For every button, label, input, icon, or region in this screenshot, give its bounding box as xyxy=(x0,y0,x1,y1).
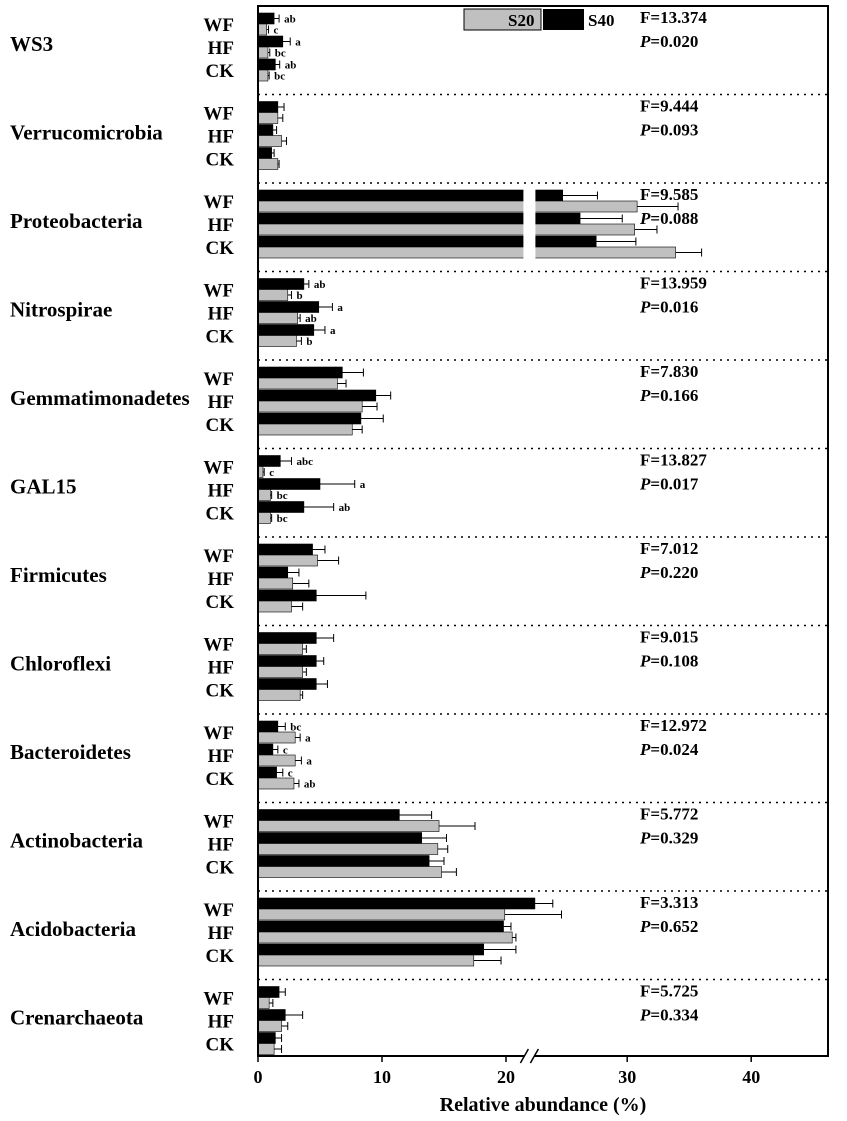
f-statistic: F=9.444 xyxy=(640,96,699,116)
bar-ws3-wf-s20 xyxy=(258,24,267,35)
significance-letter: bc xyxy=(274,70,286,83)
bars-layer xyxy=(258,13,702,1055)
group-label-hf: HF xyxy=(207,834,234,856)
x-axis-title: Relative abundance (%) xyxy=(439,1094,647,1116)
bar-nitrospirae-wf-s20 xyxy=(258,290,288,301)
significance-letter: a xyxy=(337,302,343,314)
bar-gal15-hf-s20 xyxy=(258,490,270,501)
significance-letter: bc xyxy=(276,490,288,502)
group-label-hf: HF xyxy=(207,923,234,944)
group-label-ck: CK xyxy=(205,946,234,967)
bar-gal15-ck-s40 xyxy=(258,502,304,513)
group-label-ck: CK xyxy=(205,503,234,525)
bar-bacteroidetes-ck-s20 xyxy=(258,778,294,789)
legend-s40-swatch xyxy=(543,9,584,30)
significance-letter: a xyxy=(305,732,311,745)
p-value: P=0.016 xyxy=(640,297,699,317)
bar-nitrospirae-wf-s40 xyxy=(258,279,304,290)
group-label-wf: WF xyxy=(203,546,234,567)
bar-gal15-hf-s40 xyxy=(258,479,320,490)
group-label-wf: WF xyxy=(203,988,234,1010)
x-tick-label: 0 xyxy=(253,1067,263,1087)
group-label-ck: CK xyxy=(205,326,234,348)
bar-acidobacteria-wf-s20 xyxy=(258,909,505,920)
phylum-label-actinobacteria: Actinobacteria xyxy=(10,828,143,853)
bar-chloroflexi-ck-s20 xyxy=(258,690,300,701)
f-statistic: F=5.725 xyxy=(640,981,699,1001)
bar-actinobacteria-ck-s20 xyxy=(258,867,442,878)
group-label-ck: CK xyxy=(205,857,234,879)
bar-crenarchaeota-ck-s40 xyxy=(258,1033,275,1044)
group-label-hf: HF xyxy=(207,215,234,236)
p-value: P=0.088 xyxy=(640,209,699,228)
phylum-label-gal15: GAL15 xyxy=(10,474,77,499)
group-label-ck: CK xyxy=(205,680,234,702)
bar-gemmatimonadetes-hf-s40 xyxy=(258,390,376,401)
bar-crenarchaeota-hf-s20 xyxy=(258,1021,282,1032)
p-value: P=0.017 xyxy=(640,474,699,494)
bar-gal15-wf-s40 xyxy=(258,456,280,467)
group-label-wf: WF xyxy=(203,457,234,479)
bar-proteobacteria-wf-s20 xyxy=(258,201,637,212)
bar-chloroflexi-hf-s20 xyxy=(258,667,303,678)
bar-firmicutes-ck-s40 xyxy=(258,590,316,601)
significance-letter: a xyxy=(329,325,336,337)
f-statistic: F=7.012 xyxy=(640,539,699,558)
group-label-hf: HF xyxy=(207,569,234,590)
significance-letter: ab xyxy=(303,778,316,791)
bar-acidobacteria-ck-s40 xyxy=(258,944,484,955)
group-label-hf: HF xyxy=(207,303,234,325)
significance-letter: c xyxy=(282,744,288,757)
bar-actinobacteria-wf-s20 xyxy=(258,821,439,832)
bar-chloroflexi-ck-s40 xyxy=(258,679,316,690)
bar-proteobacteria-hf-s20 xyxy=(258,224,635,235)
bar-crenarchaeota-hf-s40 xyxy=(258,1010,285,1021)
f-statistic: F=13.827 xyxy=(640,450,707,470)
p-value: P=0.220 xyxy=(640,563,699,582)
legend-s40-label: S40 xyxy=(588,11,615,30)
significance-letter: ab xyxy=(313,279,326,291)
axis-break-gap xyxy=(523,186,535,267)
significance-letter: c xyxy=(287,767,293,780)
group-label-wf: WF xyxy=(203,900,234,921)
group-label-hf: HF xyxy=(207,126,234,148)
bar-bacteroidetes-wf-s40 xyxy=(258,721,278,732)
bar-ws3-ck-s40 xyxy=(258,59,275,70)
f-statistic: F=13.374 xyxy=(640,8,707,27)
bar-chloroflexi-hf-s40 xyxy=(258,656,316,667)
f-statistic: F=3.313 xyxy=(640,893,699,912)
bar-actinobacteria-hf-s20 xyxy=(258,844,438,855)
significance-letter: a xyxy=(359,479,366,491)
bar-firmicutes-hf-s20 xyxy=(258,578,293,589)
bar-acidobacteria-hf-s20 xyxy=(258,932,512,943)
f-statistic: F=13.959 xyxy=(640,273,707,293)
f-statistic: F=5.772 xyxy=(640,804,699,824)
group-label-wf: WF xyxy=(203,280,234,302)
bar-verrucomicrobia-wf-s20 xyxy=(258,113,278,124)
p-value: P=0.108 xyxy=(640,651,699,671)
p-value: P=0.334 xyxy=(640,1005,699,1025)
group-label-hf: HF xyxy=(207,480,234,502)
significance-letter: bc xyxy=(290,721,302,734)
group-label-hf: HF xyxy=(207,1011,234,1033)
group-label-wf: WF xyxy=(203,15,234,36)
f-statistic: F=9.585 xyxy=(640,185,699,204)
bar-acidobacteria-hf-s40 xyxy=(258,921,504,932)
bar-gemmatimonadetes-ck-s20 xyxy=(258,424,352,435)
bar-firmicutes-wf-s20 xyxy=(258,555,318,566)
significance-letter: ab xyxy=(284,59,297,72)
bar-actinobacteria-wf-s40 xyxy=(258,810,399,821)
bar-actinobacteria-hf-s40 xyxy=(258,833,422,844)
bar-ws3-hf-s40 xyxy=(258,36,283,47)
bar-proteobacteria-ck-s40 xyxy=(258,236,596,247)
significance-letter: ab xyxy=(338,502,351,514)
group-label-wf: WF xyxy=(203,811,234,833)
group-label-hf: HF xyxy=(207,746,234,767)
group-label-wf: WF xyxy=(203,723,234,744)
group-label-ck: CK xyxy=(205,238,234,259)
bar-gemmatimonadetes-wf-s40 xyxy=(258,367,342,378)
group-label-ck: CK xyxy=(205,149,234,171)
p-value: P=0.093 xyxy=(640,120,699,140)
group-label-wf: WF xyxy=(203,192,234,213)
bar-proteobacteria-wf-s40 xyxy=(258,190,563,201)
group-label-wf: WF xyxy=(203,103,234,125)
phylum-label-firmicutes: Firmicutes xyxy=(10,563,107,587)
significance-letter: abc xyxy=(296,456,313,468)
group-label-ck: CK xyxy=(205,592,234,613)
phylum-label-ws3: WS3 xyxy=(10,32,54,56)
p-value: P=0.329 xyxy=(640,828,699,848)
bar-verrucomicrobia-hf-s20 xyxy=(258,136,282,147)
x-tick-label: 40 xyxy=(742,1067,761,1087)
f-statistic: F=9.015 xyxy=(640,627,699,647)
bar-actinobacteria-ck-s40 xyxy=(258,856,429,867)
phylum-label-crenarchaeota: Crenarchaeota xyxy=(10,1005,144,1030)
bar-crenarchaeota-wf-s20 xyxy=(258,998,269,1009)
group-label-ck: CK xyxy=(205,769,234,790)
phylum-label-proteobacteria: Proteobacteria xyxy=(10,209,143,233)
significance-letter: a xyxy=(306,755,312,768)
x-tick-label: 20 xyxy=(497,1067,515,1087)
bar-gemmatimonadetes-hf-s20 xyxy=(258,401,362,412)
group-label-hf: HF xyxy=(207,657,234,679)
legend xyxy=(464,9,614,30)
significance-letter: bc xyxy=(276,513,288,525)
bar-verrucomicrobia-ck-s40 xyxy=(258,148,272,159)
significance-letter: b xyxy=(306,336,313,348)
group-label-wf: WF xyxy=(203,369,234,390)
bar-chloroflexi-wf-s40 xyxy=(258,633,316,644)
bar-gemmatimonadetes-ck-s40 xyxy=(258,413,361,424)
phylum-label-chloroflexi: Chloroflexi xyxy=(10,651,112,676)
group-label-hf: HF xyxy=(207,392,234,413)
significance-letter: ab xyxy=(284,13,296,26)
bar-ws3-hf-s20 xyxy=(258,47,268,58)
significance-letter: a xyxy=(295,36,301,49)
p-value: P=0.024 xyxy=(640,740,699,759)
bar-gemmatimonadetes-wf-s20 xyxy=(258,378,337,389)
p-value: P=0.652 xyxy=(640,917,699,936)
bar-crenarchaeota-ck-s20 xyxy=(258,1044,274,1055)
bar-firmicutes-wf-s40 xyxy=(258,544,313,555)
significance-letter: bc xyxy=(274,47,286,60)
bar-nitrospirae-ck-s20 xyxy=(258,336,296,347)
x-axis xyxy=(254,1049,847,1087)
x-tick-label: 30 xyxy=(618,1067,637,1087)
significance-letter: c xyxy=(269,467,275,479)
bar-bacteroidetes-ck-s40 xyxy=(258,767,277,778)
significance-letter: b xyxy=(296,290,303,302)
bar-gal15-ck-s20 xyxy=(258,513,270,524)
phylum-label-nitrospirae: Nitrospirae xyxy=(10,297,113,322)
bar-acidobacteria-ck-s20 xyxy=(258,955,474,966)
bar-bacteroidetes-hf-s20 xyxy=(258,755,295,766)
f-statistic: F=12.972 xyxy=(640,716,707,735)
group-label-wf: WF xyxy=(203,634,234,656)
significance-letter: c xyxy=(273,24,279,37)
phylum-label-acidobacteria: Acidobacteria xyxy=(10,917,136,941)
bar-acidobacteria-wf-s40 xyxy=(258,898,535,909)
bar-verrucomicrobia-wf-s40 xyxy=(258,102,278,113)
group-label-ck: CK xyxy=(205,1034,234,1056)
p-value: P=0.020 xyxy=(640,32,699,51)
bar-ws3-ck-s20 xyxy=(258,70,268,81)
bar-nitrospirae-ck-s40 xyxy=(258,325,314,336)
p-value: P=0.166 xyxy=(640,386,699,405)
bar-ws3-wf-s40 xyxy=(258,13,274,24)
legend-s20-label: S20 xyxy=(508,11,535,30)
bar-chloroflexi-wf-s20 xyxy=(258,644,303,655)
phylum-label-bacteroidetes: Bacteroidetes xyxy=(10,740,131,764)
bar-verrucomicrobia-ck-s20 xyxy=(258,159,278,170)
phylum-label-verrucomicrobia: Verrucomicrobia xyxy=(10,120,163,145)
bar-bacteroidetes-wf-s20 xyxy=(258,732,295,743)
significance-letter: ab xyxy=(305,313,317,325)
group-label-hf: HF xyxy=(207,38,234,59)
bar-firmicutes-hf-s40 xyxy=(258,567,288,578)
phylum-label-gemmatimonadetes: Gemmatimonadetes xyxy=(10,386,190,410)
bar-firmicutes-ck-s20 xyxy=(258,601,291,612)
bar-verrucomicrobia-hf-s40 xyxy=(258,125,273,136)
f-statistic: F=7.830 xyxy=(640,362,699,381)
bar-crenarchaeota-wf-s40 xyxy=(258,987,279,998)
bar-proteobacteria-ck-s20 xyxy=(258,247,676,258)
x-tick-label: 10 xyxy=(373,1067,391,1087)
bar-bacteroidetes-hf-s40 xyxy=(258,744,273,755)
bar-nitrospirae-hf-s20 xyxy=(258,313,298,324)
group-label-ck: CK xyxy=(205,415,234,436)
bar-nitrospirae-hf-s40 xyxy=(258,302,319,313)
group-label-ck: CK xyxy=(205,61,234,82)
